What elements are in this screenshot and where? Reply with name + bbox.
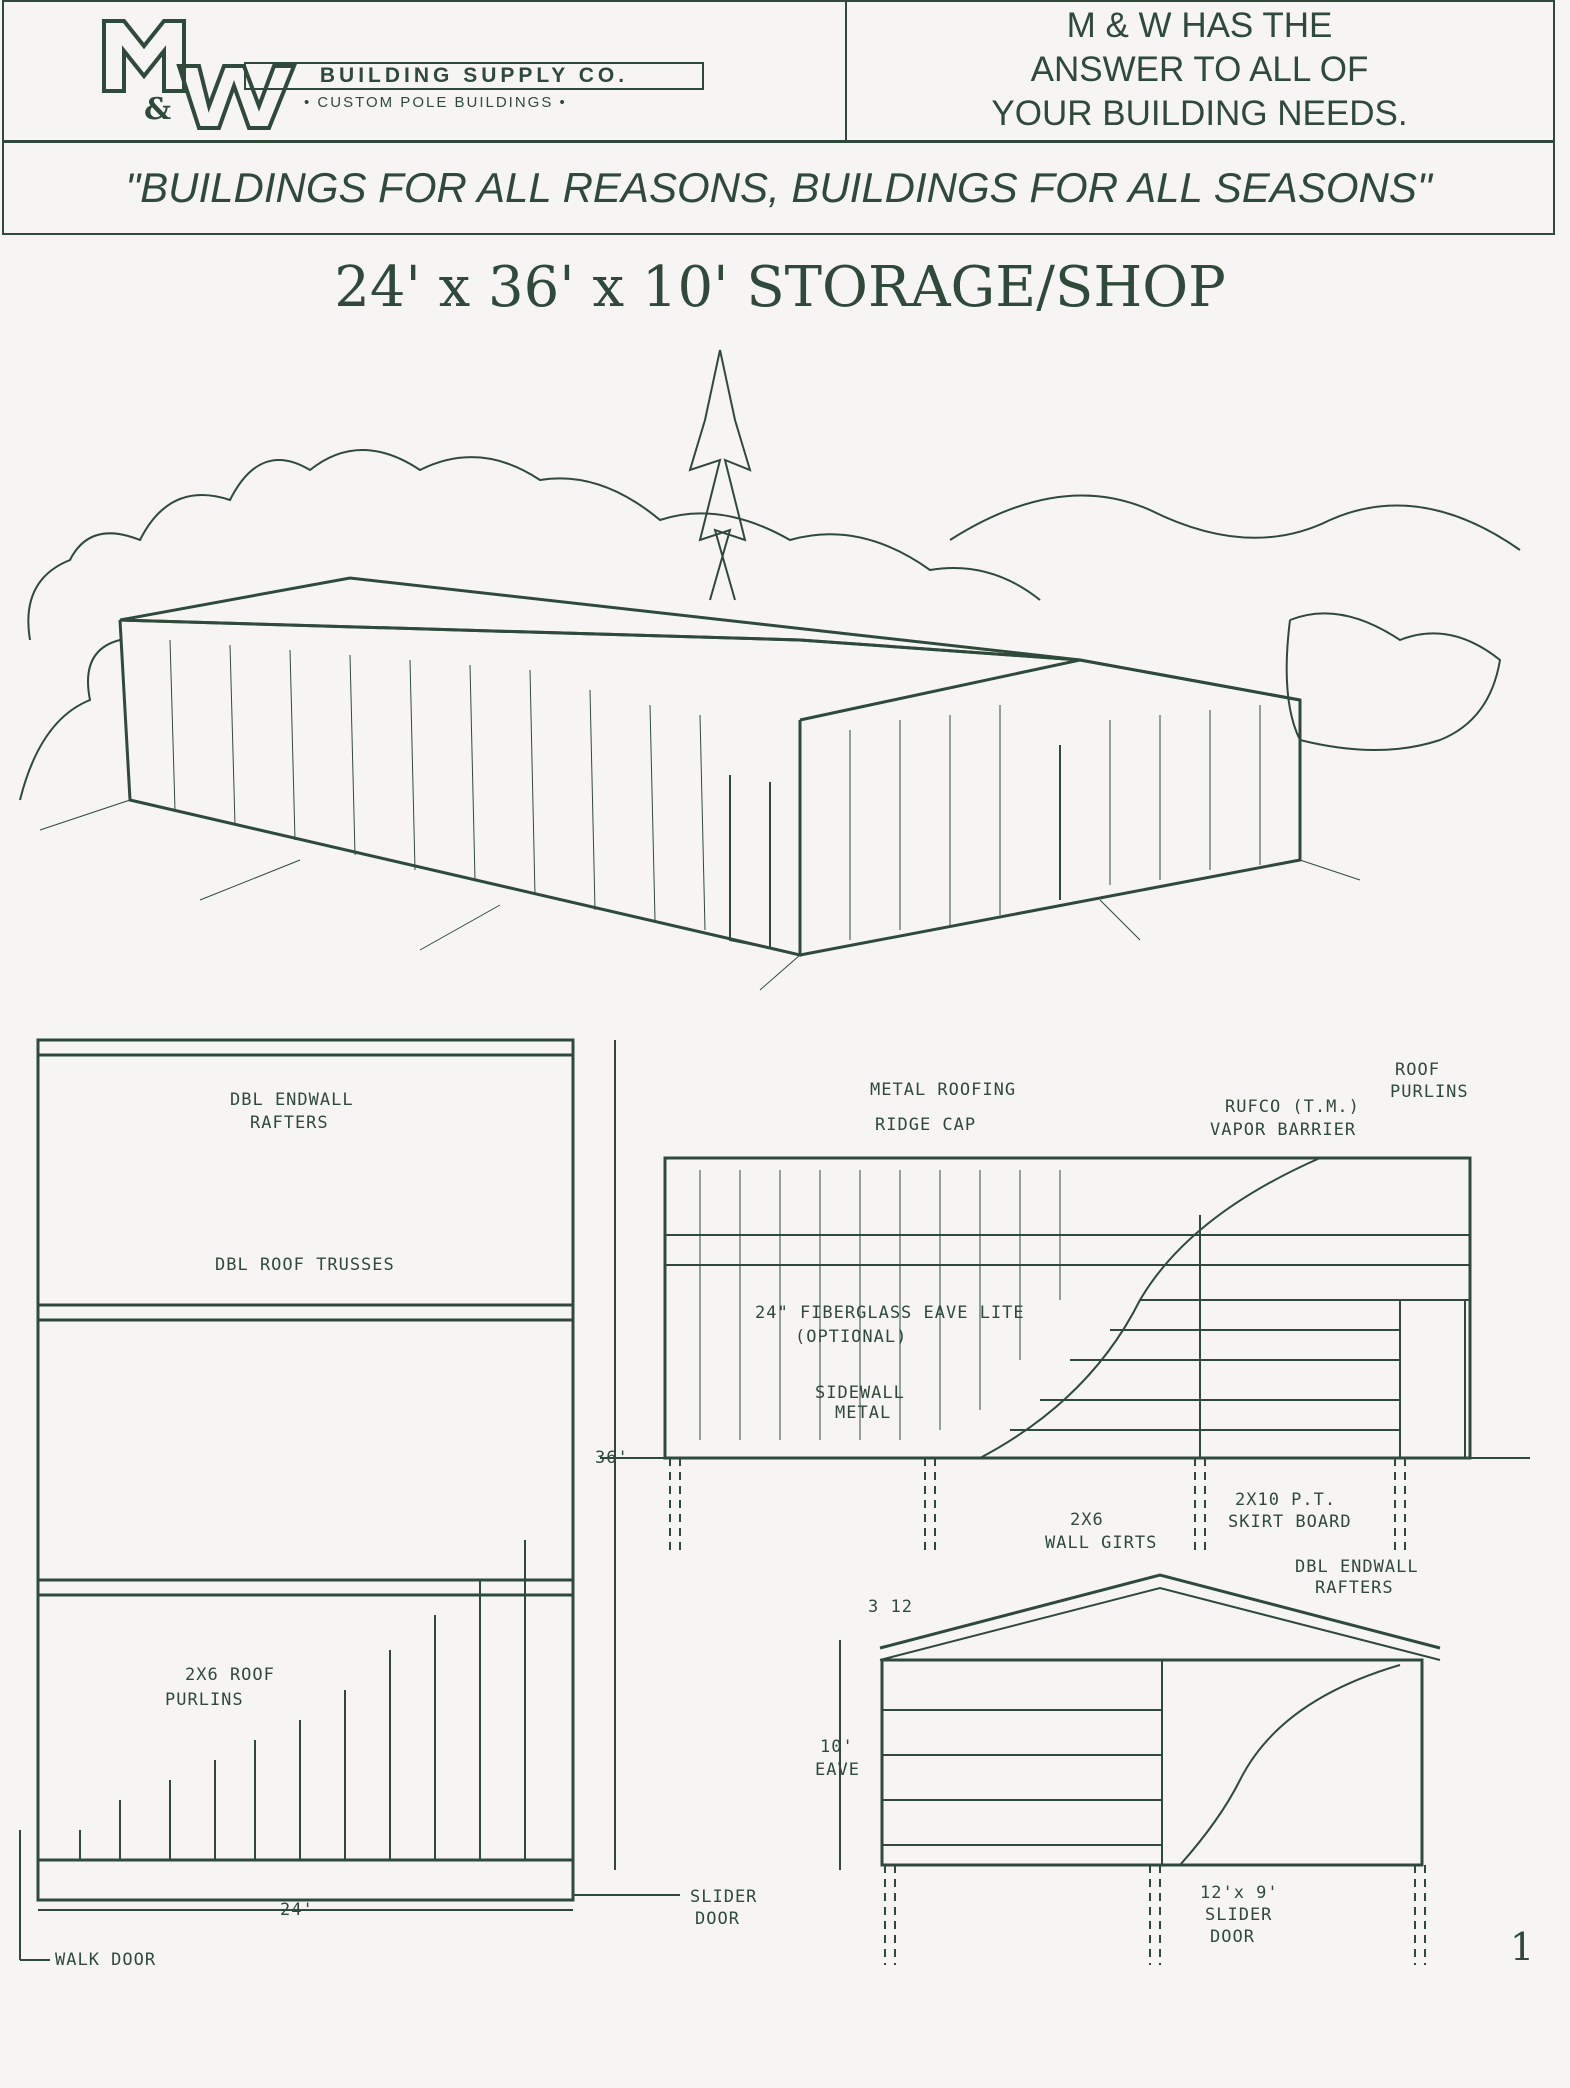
label-roof-purlins-side-1: ROOF — [1395, 1060, 1440, 1080]
end-labels — [815, 1557, 1419, 1947]
perspective-illustration — [20, 350, 1520, 990]
label-slider-end-3: DOOR — [1210, 1927, 1255, 1947]
label-vapor-barrier-2: VAPOR BARRIER — [1210, 1120, 1357, 1140]
logo-amp: & — [144, 92, 172, 127]
label-endwall-rafters-1: DBL ENDWALL — [230, 1090, 354, 1110]
side-elevation — [600, 1158, 1530, 1550]
slogan: "BUILDINGS FOR ALL REASONS, BUILDINGS FOR ALL SEASONS" — [2, 141, 1555, 235]
label-sidewall-metal-2: METAL — [835, 1403, 892, 1423]
label-roof-purlins-2: PURLINS — [165, 1690, 244, 1710]
label-pitch: 3 12 — [868, 1597, 913, 1617]
label-skirt-board-1: 2X10 P.T. — [1235, 1490, 1337, 1510]
label-slider-door-2: DOOR — [695, 1909, 740, 1929]
label-slider-door-1: SLIDER — [690, 1887, 758, 1907]
label-eave-2: EAVE — [815, 1760, 860, 1780]
logo-box — [2, 0, 847, 142]
label-walk-door: WALK DOOR — [55, 1950, 157, 1970]
label-dim-36: 36' — [595, 1448, 629, 1468]
label-roof-trusses: DBL ROOF TRUSSES — [215, 1255, 395, 1275]
label-slider-end-2: SLIDER — [1205, 1905, 1273, 1925]
label-eave-lite-1: 24" FIBERGLASS EAVE LITE — [755, 1303, 1025, 1323]
label-endwall-rafters-end-2: RAFTERS — [1315, 1578, 1394, 1598]
label-endwall-rafters-2: RAFTERS — [250, 1113, 329, 1133]
header — [0, 0, 1555, 235]
plan-labels — [55, 1090, 757, 1970]
label-eave-1: 10' — [820, 1737, 854, 1757]
label-skirt-board-2: SKIRT BOARD — [1228, 1512, 1352, 1532]
answer-line-3: YOUR BUILDING NEEDS. — [991, 94, 1408, 133]
end-elevation — [840, 1575, 1440, 1965]
label-wall-girts-2: WALL GIRTS — [1045, 1533, 1158, 1553]
answer-line-1: M & W HAS THE — [1066, 6, 1333, 45]
answer-line-2: ANSWER TO ALL OF — [1030, 50, 1369, 89]
label-roof-purlins-side-2: PURLINS — [1390, 1082, 1469, 1102]
label-endwall-rafters-end-1: DBL ENDWALL — [1295, 1557, 1419, 1577]
floor-plan — [20, 1040, 680, 1960]
label-ridge-cap: RIDGE CAP — [875, 1115, 977, 1135]
label-wall-girts-1: 2X6 — [1070, 1510, 1104, 1530]
label-eave-lite-2: (OPTIONAL) — [795, 1327, 908, 1347]
page-title: 24' x 36' x 10' STORAGE/SHOP — [334, 255, 1226, 320]
label-roof-purlins-1: 2X6 ROOF — [185, 1665, 275, 1685]
building-drawing — [0, 300, 1570, 1980]
label-dim-24: 24' — [280, 1900, 314, 1920]
company-name: BUILDING SUPPLY CO. — [244, 62, 704, 90]
answer-box — [846, 0, 1555, 142]
label-metal-roofing: METAL ROOFING — [870, 1080, 1017, 1100]
side-labels — [755, 1060, 1469, 1553]
label-slider-end-1: 12'x 9' — [1200, 1883, 1279, 1903]
page-number: 1 — [1510, 1925, 1535, 1969]
label-sidewall-metal-1: SIDEWALL — [815, 1383, 905, 1403]
company-tagline: • CUSTOM POLE BUILDINGS • — [304, 94, 567, 111]
label-vapor-barrier-1: RUFCO (T.M.) — [1225, 1097, 1360, 1117]
